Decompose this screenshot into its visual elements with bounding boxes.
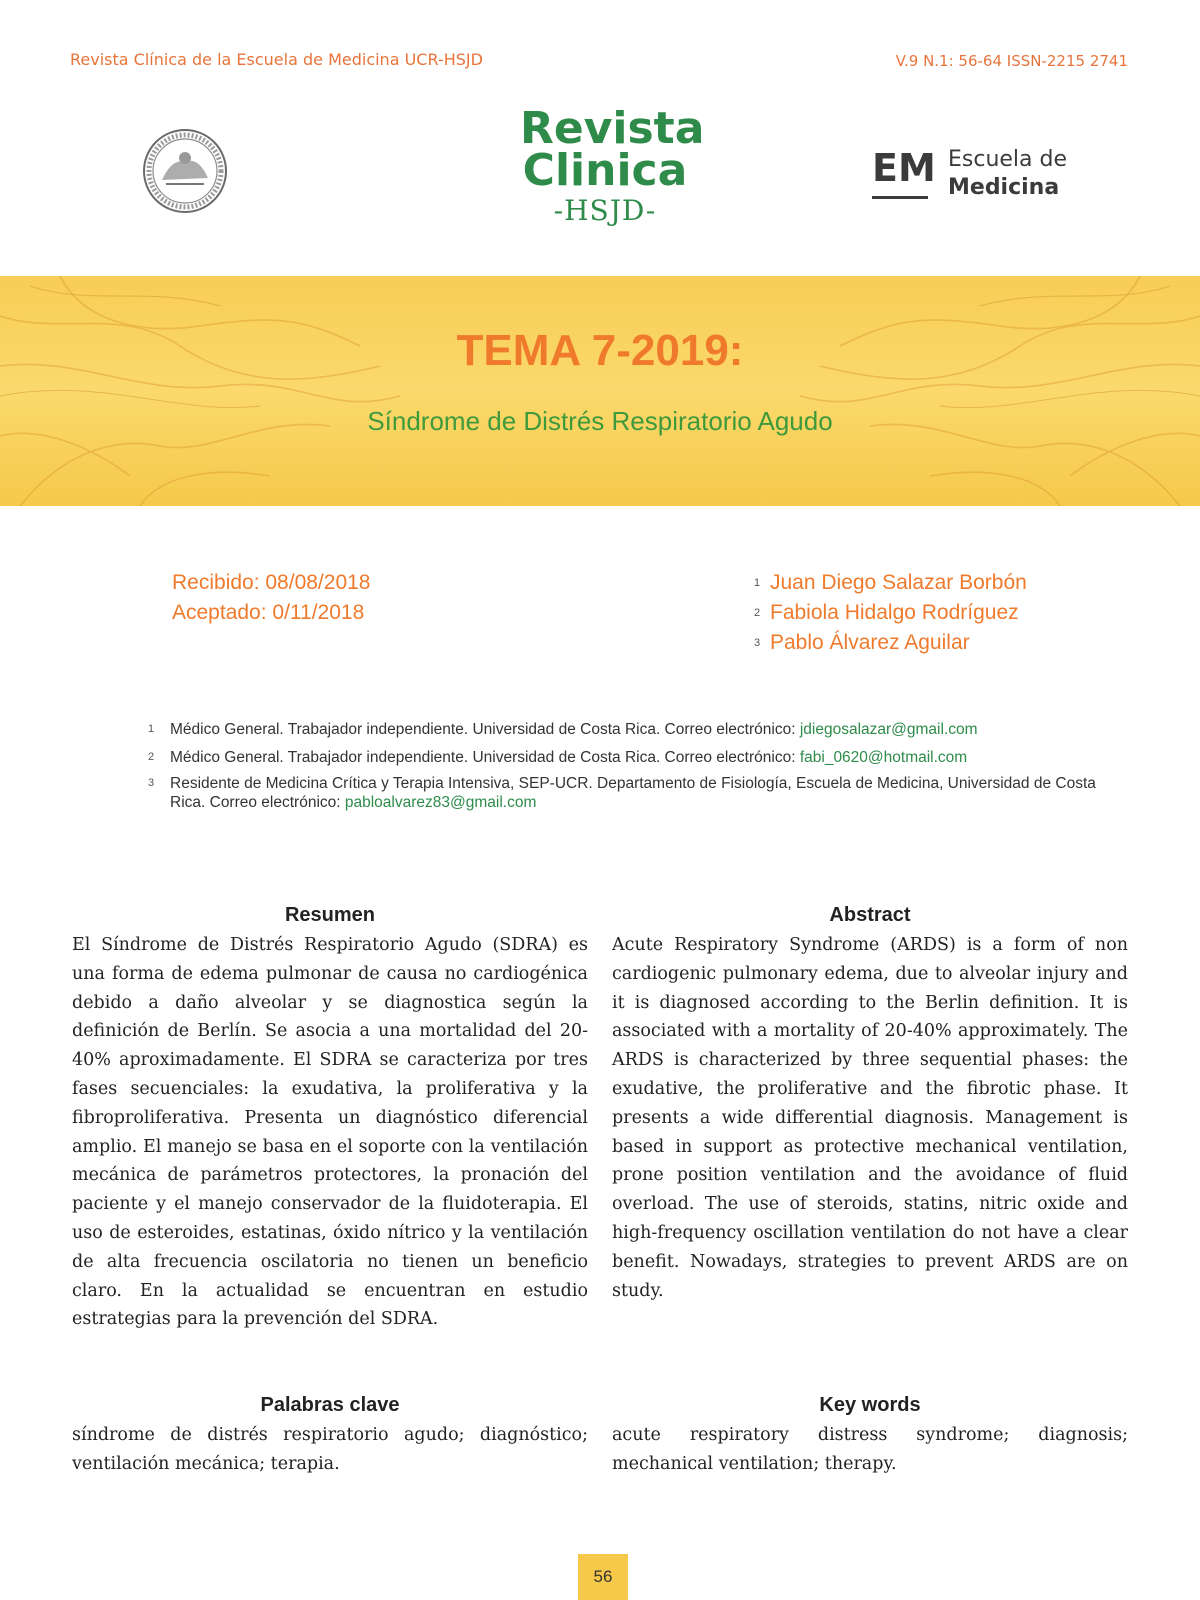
affiliation-text [170,774,1108,812]
author-name: Juan Diego Salazar Borbón [770,571,1027,594]
palabras-clave-text: síndrome de distrés respiratorio agudo; diagnóstico; ventilación mecánica; terapia. [72,1425,588,1474]
logo-line-3: -HSJD- [553,194,657,227]
affiliation-text [170,748,1108,767]
received-date: Recibido: 08/08/2018 [172,571,371,594]
affiliation-email-link[interactable]: jdiegosalazar@gmail.com [799,721,978,738]
revista-clinica-logo [520,103,705,227]
resumen-text: El Síndrome de Distrés Respiratorio Agudo (SDRA) es una forma de edema pulmonar de causa no cardiogénica debido a daño alveolar y se diagnostica según la definición de Berlín. Se asocia a una mortalidad del 20-40% aproximadamente. El SDRA se caracteriza por tres fases secuenciales: la exudativa, la proliferativa y la fibroproliferativa. Presenta un diagnóstico diferencial amplio. El manejo se basa en el soporte con la ventilación mecánica de parámetros protectores, la pronación del paciente y el manejo conservador de la fluidoterapia. El uso de esteroides, estatinas, óxido nítrico y la ventilación de alta frecuencia oscilatoria no tienen un beneficio claro. En la actualidad se encuentran en estudio estrategias para la prevención del SDRA. [72,935,588,1330]
em-text [948,146,1088,202]
author-number: 3 [754,636,761,649]
page-number: 56 [578,1554,628,1600]
em-underline [872,196,928,199]
author-name: Fabiola Hidalgo Rodríguez [770,600,1019,624]
key-words-section [612,1394,1128,1479]
affiliation-email-link[interactable]: pabloalvarez83@gmail.com [344,794,537,811]
author-list [754,568,1027,658]
logo-line-2: Clinica [522,145,688,196]
banner-vessels-decoration [0,276,1200,506]
author-item [754,598,1027,628]
key-words-text: acute respiratory distress syndrome; diagnosis; mechanical ventilation; therapy. [612,1425,1128,1474]
abstract-heading: Abstract [829,904,911,926]
affiliation-text [170,720,1108,739]
affiliation-item [148,774,1108,812]
palabras-clave-section [72,1394,588,1479]
affiliation-description: Residente de Medicina Crítica y Terapia Intensiva, SEP-UCR. Departamento de Fisiología, Escuela de Medicina, Universidad de Costa Rica. Correo electrónico: [170,775,1096,811]
em-mark: EM [872,146,936,190]
author-item [754,628,1027,658]
abstract-text: Acute Respiratory Syndrome (ARDS) is a form of non cardiogenic pulmonary edema, due to alveolar injury and it is diagnosed according to the Berlin definition. It is associated with a mortality of 20-40% approximately. The ARDS is characterized by three sequential phases: the exudative, the proliferative and the fibrotic phase. It presents a wide differential diagnosis. Management is based in support as protective mechanical ventilation, prone position ventilation and the avoidance of fluid overload. The use of steroids, statins, nitric oxide and high-frequency oscillation ventilation do not have a clear benefit. Nowadays, strategies to prevent ARDS are on study. [612,935,1128,1301]
affiliation-email-link[interactable]: fabi_0620@hotmail.com [799,749,968,766]
resumen-section [72,904,588,1334]
logo-line-1: Revista [520,103,705,154]
author-number: 1 [754,576,761,589]
em-line-1: Escuela de [948,147,1068,172]
affiliation-number: 3 [148,777,155,789]
author-name: Pablo Álvarez Aguilar [770,630,970,654]
palabras-clave-heading: Palabras clave [260,1394,400,1416]
article-subtitle: Síndrome de Distrés Respiratorio Agudo [367,406,833,436]
affiliation-number: 2 [148,751,155,763]
author-item [754,568,1027,598]
accepted-date: Aceptado: 0/11/2018 [172,601,365,624]
resumen-heading: Resumen [284,904,376,926]
key-words-heading: Key words [819,1394,921,1416]
affiliation-item [148,748,1108,767]
topic-title: TEMA 7-2019: [456,326,744,375]
author-number: 2 [754,606,761,619]
journal-name: Revista Clínica de la Escuela de Medicina UCR-HSJD [70,50,483,69]
abstract-section [612,904,1128,1305]
em-line-2: Medicina [948,175,1060,200]
volume-info: V.9 N.1: 56-64 ISSN-2215 2741 [895,52,1128,70]
affiliation-number: 1 [148,723,155,735]
university-seal-icon [142,128,228,214]
affiliation-description: Médico General. Trabajador independiente. Universidad de Costa Rica. Correo electrónico: [170,721,800,738]
submission-dates [172,568,371,628]
title-banner [0,276,1200,506]
affiliation-item [148,720,1108,739]
affiliation-description: Médico General. Trabajador independiente. Universidad de Costa Rica. Correo electrónico: [170,749,800,766]
